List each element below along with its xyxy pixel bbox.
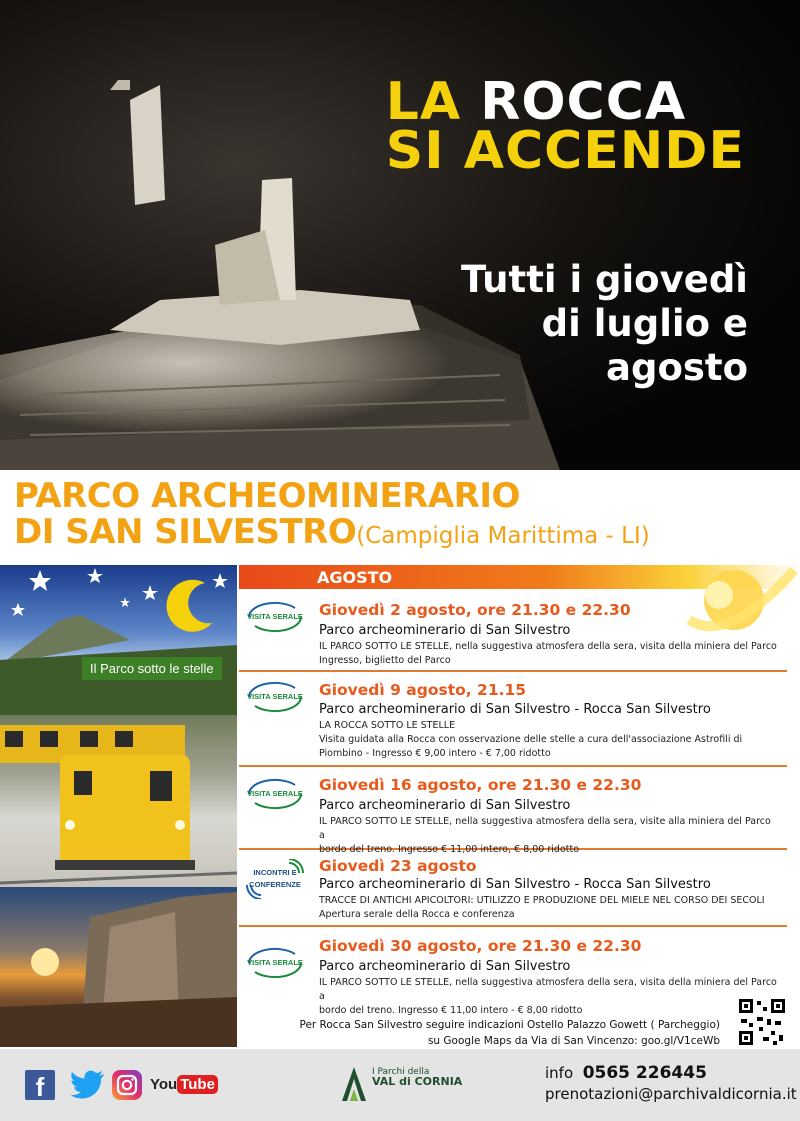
subtitle-line: agosto bbox=[605, 346, 748, 389]
event-item bbox=[239, 770, 787, 855]
title-word-rocca: ROCCA bbox=[480, 72, 687, 132]
night-sky-illustration bbox=[0, 565, 237, 715]
starry-night-photo bbox=[0, 565, 237, 715]
event-item bbox=[239, 853, 787, 927]
event-place: Parco archeominerario di San Silvestro - Rocca San Silvestro bbox=[319, 877, 711, 892]
event-title bbox=[385, 72, 745, 182]
event-date: Giovedì 9 agosto, 21.15 bbox=[319, 681, 527, 699]
event-place: Parco archeominerario di San Silvestro bbox=[319, 959, 571, 974]
description-line: Piombino - Ingresso € 9,00 intero - € 7,00 ridotto bbox=[319, 748, 551, 759]
event-date: Giovedì 30 agosto, ore 21.30 e 22.30 bbox=[319, 937, 642, 955]
description-line: IL PARCO SOTTO LE STELLE, nella suggestiva atmosfera della sera, visita della miniera del Parco bbox=[319, 641, 777, 652]
description-line: TRACCE DI ANTICHI APICOLTORI: UTILIZZO E PRODUZIONE DEL MIELE NEL CORSO DEI SECOLI bbox=[319, 895, 765, 906]
description-line: Ingresso, biglietto del Parco bbox=[319, 655, 451, 666]
month-label: AGOSTO bbox=[317, 568, 393, 587]
logo-line1: I Parchi della bbox=[372, 1067, 430, 1077]
badge-label: INCONTRI E CONFERENZE bbox=[249, 868, 301, 889]
directions-line: Per Rocca San Silvestro seguire indicazioni Ostello Palazzo Gowett ( Parcheggio) bbox=[299, 1019, 720, 1031]
info-label: info bbox=[545, 1064, 574, 1082]
description-line: bordo del treno. Ingresso € 11,00 intero, € 8,00 ridotto bbox=[319, 844, 580, 855]
mine-train-photo bbox=[0, 715, 237, 887]
logo-line2: VAL di CORNIA bbox=[372, 1075, 463, 1088]
sunset-ruins-photo bbox=[0, 887, 237, 1047]
phone-number[interactable]: 0565 226445 bbox=[582, 1063, 707, 1083]
event-item bbox=[239, 931, 787, 1016]
event-description bbox=[319, 894, 779, 922]
subtitle-line: di luglio e bbox=[541, 302, 748, 345]
event-place: Parco archeominerario di San Silvestro - Rocca San Silvestro bbox=[319, 702, 711, 717]
twitter-bird-shape bbox=[70, 1070, 106, 1100]
youtube-you: You bbox=[150, 1076, 178, 1093]
event-date: Giovedì 2 agosto, ore 21.30 e 22.30 bbox=[319, 601, 631, 619]
visita-serale-badge bbox=[245, 947, 305, 979]
park-name-line1: PARCO ARCHEOMINERARIO bbox=[14, 476, 520, 516]
youtube-icon[interactable] bbox=[150, 1070, 215, 1100]
contact-info bbox=[545, 1063, 797, 1103]
event-description bbox=[319, 815, 779, 857]
park-name-line2: DI SAN SILVESTRO bbox=[14, 512, 357, 552]
directions bbox=[240, 1017, 720, 1049]
event-item bbox=[239, 675, 787, 767]
event-date: Giovedì 23 agosto bbox=[319, 857, 477, 875]
sunset-ruins-illustration bbox=[0, 887, 237, 1047]
badge-label: VISITA SERALE bbox=[247, 958, 303, 967]
park-location: (Campiglia Marittima - LI) bbox=[356, 523, 650, 549]
qr-code-icon[interactable] bbox=[737, 997, 787, 1047]
incontri-conferenze-badge bbox=[245, 859, 305, 899]
facebook-icon[interactable] bbox=[25, 1070, 55, 1100]
hero-banner bbox=[0, 0, 800, 470]
event-date: Giovedì 16 agosto, ore 21.30 e 22.30 bbox=[319, 776, 642, 794]
badge-label: VISITA SERALE bbox=[247, 692, 303, 701]
subtitle-line: Tutti i giovedì bbox=[461, 258, 748, 301]
facebook-glyph: f bbox=[35, 1072, 45, 1102]
directions-link[interactable]: su Google Maps da Via di San Vincenzo: goo.gl/V1ceWb bbox=[427, 1035, 720, 1047]
title-line-si-accende: SI ACCENDE bbox=[385, 121, 745, 182]
park-heading bbox=[14, 478, 650, 554]
youtube-tube: Tube bbox=[177, 1075, 218, 1094]
description-line: LA ROCCA SOTTO LE STELLE bbox=[319, 720, 456, 731]
yellow-train-illustration bbox=[0, 715, 237, 887]
visita-serale-badge bbox=[245, 778, 305, 810]
castle-night-photo bbox=[0, 0, 800, 470]
event-subtitle bbox=[461, 258, 748, 390]
description-line: IL PARCO SOTTO LE STELLE, nella suggestiva atmosfera della sera, visita della miniera del Parco a bbox=[319, 977, 777, 1002]
description-line: Visita guidata alla Rocca con osservazione delle stelle a cura dell'associazione Astrofili di bbox=[319, 734, 743, 745]
logo-text bbox=[372, 1067, 462, 1088]
instagram-icon[interactable] bbox=[112, 1070, 142, 1100]
event-item bbox=[239, 595, 787, 672]
badge-label: VISITA SERALE bbox=[247, 612, 303, 621]
description-line: IL PARCO SOTTO LE STELLE, nella suggestiva atmosfera della sera, visite alla miniera del Parco a bbox=[319, 816, 771, 841]
email-address[interactable]: prenotazioni@parchivaldicornia.it bbox=[545, 1085, 797, 1103]
event-description bbox=[319, 976, 779, 1018]
event-place: Parco archeominerario di San Silvestro bbox=[319, 623, 571, 638]
broadcast-icon bbox=[245, 859, 305, 899]
badge-label: VISITA SERALE bbox=[247, 789, 303, 798]
twitter-icon[interactable] bbox=[70, 1070, 106, 1100]
description-line: Apertura serale della Rocca e conferenza bbox=[319, 909, 515, 920]
photo-caption: Il Parco sotto le stelle bbox=[82, 657, 222, 680]
event-place: Parco archeominerario di San Silvestro bbox=[319, 798, 571, 813]
visita-serale-badge bbox=[245, 681, 305, 713]
title-word-la: LA bbox=[385, 72, 481, 132]
event-description bbox=[319, 719, 779, 761]
description-line: bordo del treno. Ingresso € 11,00 intero - € 8,00 ridotto bbox=[319, 1005, 583, 1016]
photo-column bbox=[0, 565, 237, 1047]
event-description bbox=[319, 640, 779, 668]
footer bbox=[0, 1049, 800, 1121]
instagram-camera-shape bbox=[112, 1070, 142, 1100]
visita-serale-badge bbox=[245, 601, 305, 633]
